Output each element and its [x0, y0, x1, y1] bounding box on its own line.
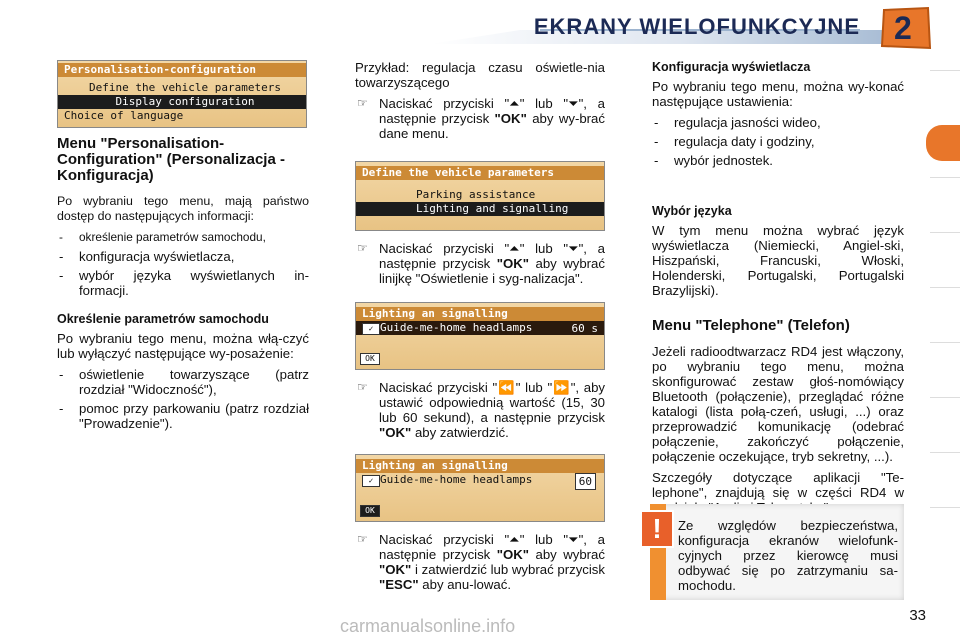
lcd-row-selected: Lighting and signalling — [356, 202, 604, 216]
esc-keyword: "ESC" — [379, 577, 419, 592]
step-text: ", aby ustawić odpowiednią wartość (15, 30 lub 60 sekund), a następnie przycisk — [379, 380, 606, 425]
step-text: Naciskać przyciski " — [379, 532, 510, 547]
arrow-down-icon: ⏷ — [568, 241, 579, 256]
lcd-title: Define the vehicle parameters — [356, 166, 604, 180]
step-text: " lub " — [519, 96, 569, 111]
step-text: Naciskać przyciski " — [379, 380, 498, 395]
section-intro: Po wybraniu tego menu, można włą-czyć lub wyłączyć następujące wy-posażenie: — [57, 331, 309, 361]
lcd-value: 60 — [575, 473, 596, 490]
step-text: " lub " — [515, 380, 553, 395]
list-item: - regulacja jasności wideo, — [652, 115, 904, 130]
list-item: - oświetlenie towarzyszące (patrz rozdział "Widoczność"), — [57, 367, 309, 397]
arrow-down-icon: ⏷ — [568, 96, 579, 111]
column-left — [57, 60, 309, 439]
step-text: aby wybrać — [529, 547, 605, 562]
lcd-screen-lighting-confirm — [355, 454, 605, 522]
list-item: - określenie parametrów samochodu, — [57, 230, 309, 245]
chapter-tab-active[interactable] — [926, 125, 960, 161]
checkbox-icon: ✓ — [362, 323, 380, 335]
warning-text: Ze względów bezpieczeństwa, konfiguracja ekranów wielofunk-cyjnych przez kierowcę musi odbywać się po zatrzymaniu sa-mochodu. — [678, 518, 898, 593]
ok-keyword: "OK" — [379, 562, 412, 577]
intro-text: Po wybraniu tego menu, mają państwo dostęp do następujących informacji: — [57, 194, 309, 223]
ok-keyword: "OK" — [496, 256, 530, 271]
telephone-menu-title: Menu "Telephone" (Telefon) — [652, 317, 850, 334]
column-middle — [355, 60, 605, 598]
lcd-row: Define the vehicle parameters — [88, 81, 282, 94]
step-2 — [355, 241, 605, 286]
rewind-icon: ⏪ — [497, 380, 516, 395]
chapter-tab[interactable] — [930, 232, 960, 271]
equipment-list — [57, 367, 309, 431]
display-settings-list — [652, 115, 904, 168]
lcd-row-selected: Guide-me-home headlamps — [356, 321, 604, 335]
step-text: aby anu-lować. — [418, 577, 511, 592]
page-number: 33 — [909, 607, 926, 624]
example-text: Przykład: regulacja czasu oświetle-nia towarzyszącego — [355, 60, 605, 90]
chapter-tab[interactable] — [930, 287, 960, 326]
hand-icon: ☞ — [357, 241, 368, 255]
warning-box — [650, 504, 904, 600]
step-text: aby wybrać linijkę "Oświetlenie i syg-nalizacja". — [379, 256, 605, 286]
lcd-ok-box: OK — [360, 353, 380, 365]
checkbox-icon: ✓ — [362, 475, 380, 487]
lcd-screen-vehicle-params — [355, 161, 605, 231]
step-text: aby wy-brać dane menu. — [379, 111, 605, 141]
lcd-row-selected: Display configuration — [58, 95, 306, 109]
lcd-screen-personalisation — [57, 60, 307, 128]
chapter-tab[interactable] — [930, 452, 960, 491]
list-item: - konfiguracja wyświetlacza, — [57, 249, 309, 264]
list-item: - wybór jednostek. — [652, 153, 904, 168]
step-text: i zatwierdzić lub wybrać przycisk — [411, 562, 605, 577]
step-text: Naciskać przyciski " — [379, 241, 510, 256]
chapter-tab[interactable] — [930, 342, 960, 381]
step-3 — [355, 380, 605, 440]
list-item: - wybór języka wyświetlanych in-formacji. — [57, 268, 309, 298]
lcd-ok-box: OK — [360, 505, 380, 517]
menu-title: Menu "Personalisation-Configuration" (Personalizacja -Konfiguracja) — [57, 135, 285, 184]
chapter-tab[interactable] — [930, 177, 960, 216]
chapter-tabs — [930, 70, 960, 562]
hand-icon: ☞ — [357, 380, 368, 394]
chapter-tab[interactable] — [930, 507, 960, 546]
lcd-title: Lighting an signalling — [356, 307, 604, 321]
section-title: Wybór języka — [652, 204, 732, 218]
ok-keyword: "OK" — [494, 111, 527, 126]
lcd-title: Personalisation-configuration — [58, 63, 306, 77]
step-text: ", a następnie przycisk — [379, 532, 606, 562]
info-list — [57, 230, 309, 298]
telephone-text: Jeżeli radioodtwarzacz RD4 jest włączony, po wybraniu tego menu, można skonfigurować zestaw głoś-nomówiący Bluetooth (połączenie), przeglądać różne katalogi (lista połą-czeń, usługi, ...) oraz przeprowadzić komunikację (odebrać połączenie, zakończyć połączenie, połączenie oczekujące, tryb sekretny, ...). — [652, 344, 904, 464]
page-title: EKRANY WIELOFUNKCYJNE — [533, 14, 860, 39]
chapter-badge — [878, 6, 934, 50]
lcd-row: Guide-me-home headlamps — [380, 473, 533, 486]
ok-keyword: "OK" — [379, 425, 412, 440]
step-text: Naciskać przyciski " — [379, 96, 510, 111]
lcd-row: Choice of language — [64, 109, 184, 122]
ok-keyword: "OK" — [496, 547, 530, 562]
watermark: carmanualsonline.info — [340, 616, 516, 636]
lcd-screen-lighting-selected — [355, 302, 605, 370]
arrow-up-icon: ⏶ — [509, 96, 520, 111]
section-title: Konfiguracja wyświetlacza — [652, 60, 811, 74]
step-text: " lub " — [519, 532, 569, 547]
step-1 — [355, 96, 605, 141]
arrow-up-icon: ⏶ — [509, 532, 520, 547]
arrow-up-icon: ⏶ — [509, 241, 520, 256]
chapter-number: 2 — [894, 10, 912, 46]
list-item: - pomoc przy parkowaniu (patrz rozdział "Prowadzenie"). — [57, 401, 309, 431]
exclamation-icon: ! — [640, 510, 674, 548]
lcd-value: 60 s — [571, 322, 598, 335]
list-item: - regulacja daty i godziny, — [652, 134, 904, 149]
lcd-row: Parking assistance — [416, 188, 536, 201]
language-text: W tym menu można wybrać język wyświetlacza (Niemiecki, Angiel-ski, Hiszpański, Francuski, Włoski, Holenderski, Portugalski, Portugalski Brazylijski). — [652, 223, 904, 298]
step-4 — [355, 532, 605, 592]
telephone-text: Szczegóły dotyczące aplikacji "Te-lephone", znajdują się w części RD4 w — [652, 470, 904, 500]
step-text: ", a następnie przycisk — [379, 96, 606, 126]
column-right — [652, 60, 904, 521]
chapter-tab[interactable] — [930, 397, 960, 436]
step-text: aby zatwierdzić. — [411, 425, 509, 440]
hand-icon: ☞ — [357, 96, 368, 110]
step-text: " lub " — [519, 241, 569, 256]
fast-forward-icon: ⏩ — [552, 380, 571, 395]
chapter-tab[interactable] — [930, 70, 960, 109]
arrow-down-icon: ⏷ — [568, 532, 579, 547]
lcd-title: Lighting an signalling — [356, 459, 604, 473]
section-title: Określenie parametrów samochodu — [57, 312, 269, 326]
section-intro: Po wybraniu tego menu, można wy-konać następujące ustawienia: — [652, 79, 904, 109]
hand-icon: ☞ — [357, 532, 368, 546]
step-text: ", a następnie przycisk — [379, 241, 606, 271]
